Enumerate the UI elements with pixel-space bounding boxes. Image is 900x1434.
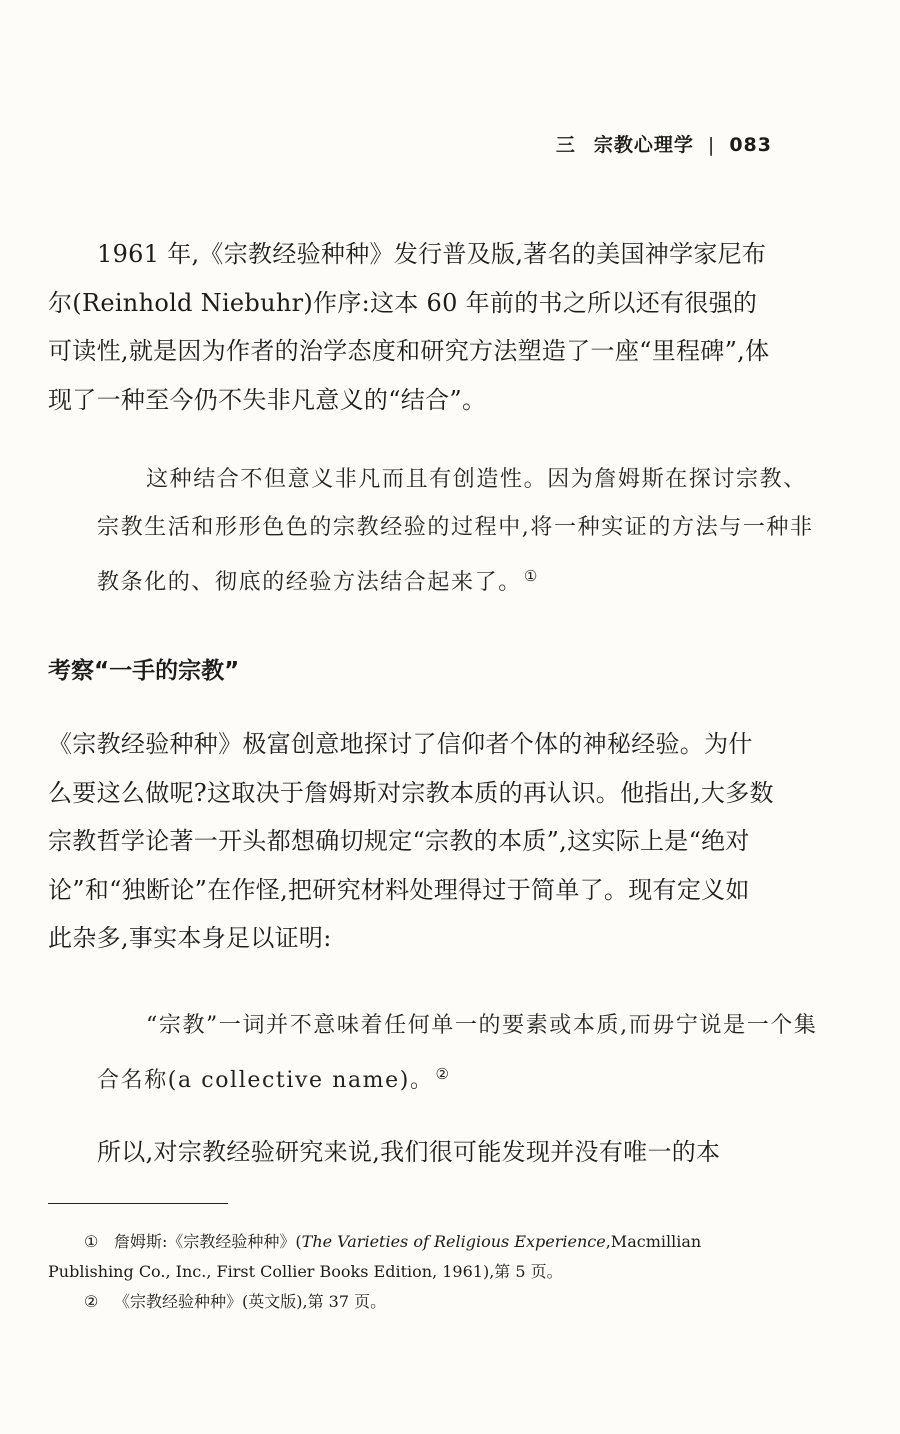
footnote-divider <box>48 1203 228 1204</box>
running-head-section: 三 <box>555 134 576 156</box>
body-paragraph-3: 所以,对宗教经验研究来说,我们很可能发现并没有唯一的本 <box>97 1138 721 1166</box>
block-quote-2-text: “宗教”一词并不意味着任何单一的要素或本质,而毋宁说是一个集合名称(a collective name)。 <box>97 1013 818 1093</box>
footnote-ref-2: ② <box>435 1065 451 1083</box>
page-number: 083 <box>729 134 772 156</box>
footnote-1-suffix: ,Macmillian Publishing Co., Inc., First Collier Books Edition, 1961),第 5 页。 <box>48 1232 702 1281</box>
footnotes <box>48 1227 774 1317</box>
footnote-2 <box>48 1287 774 1317</box>
block-quote-1-text: 这种结合不但意义非凡而且有创造性。因为詹姆斯在探讨宗教、宗教生活和形形色色的宗教经验的过程中,将一种实证的方法与一种非教条化的、彻底的经验方法结合起来了。 <box>97 467 814 595</box>
section-heading: 考察“一手的宗教” <box>48 658 240 684</box>
body-paragraph-1: 1961 年,《宗教经验种种》发行普及版,著名的美国神学家尼布尔(Reinhold Niebuhr)作序:这本 60 年前的书之所以还有很强的可读性,就是因为作者的治学态度和研究方法塑造了一座“里程碑”,体现了一种至今仍不失非凡意义的“结合”。 <box>48 240 770 414</box>
running-head <box>556 130 772 157</box>
block-quote-1 <box>48 456 823 607</box>
footnote-1-title: The Varieties of Religious Experience <box>301 1232 606 1251</box>
running-head-chapter: 宗教心理学 <box>593 134 694 156</box>
running-head-separator: | <box>707 134 716 156</box>
body-paragraph-2: 《宗教经验种种》极富创意地探讨了信仰者个体的神秘经验。为什么要这么做呢?这取决于詹姆斯对宗教本质的再认识。他指出,大多数宗教哲学论著一开头都想确切规定“宗教的本质”,这实际上是“绝对论”和“独断论”在作怪,把研究材料处理得过于简单了。现有定义如此杂多,事实本身足以证明: <box>48 730 774 952</box>
footnote-ref-1: ① <box>523 567 539 585</box>
footnote-2-mark: ② <box>84 1292 99 1311</box>
block-quote-2 <box>48 1002 823 1105</box>
footnote-1 <box>48 1227 774 1287</box>
footnote-1-prefix: 詹姆斯:《宗教经验种种》( <box>114 1232 302 1251</box>
footnote-2-text: 《宗教经验种种》(英文版),第 37 页。 <box>114 1292 387 1311</box>
footnote-1-mark: ① <box>84 1232 99 1251</box>
